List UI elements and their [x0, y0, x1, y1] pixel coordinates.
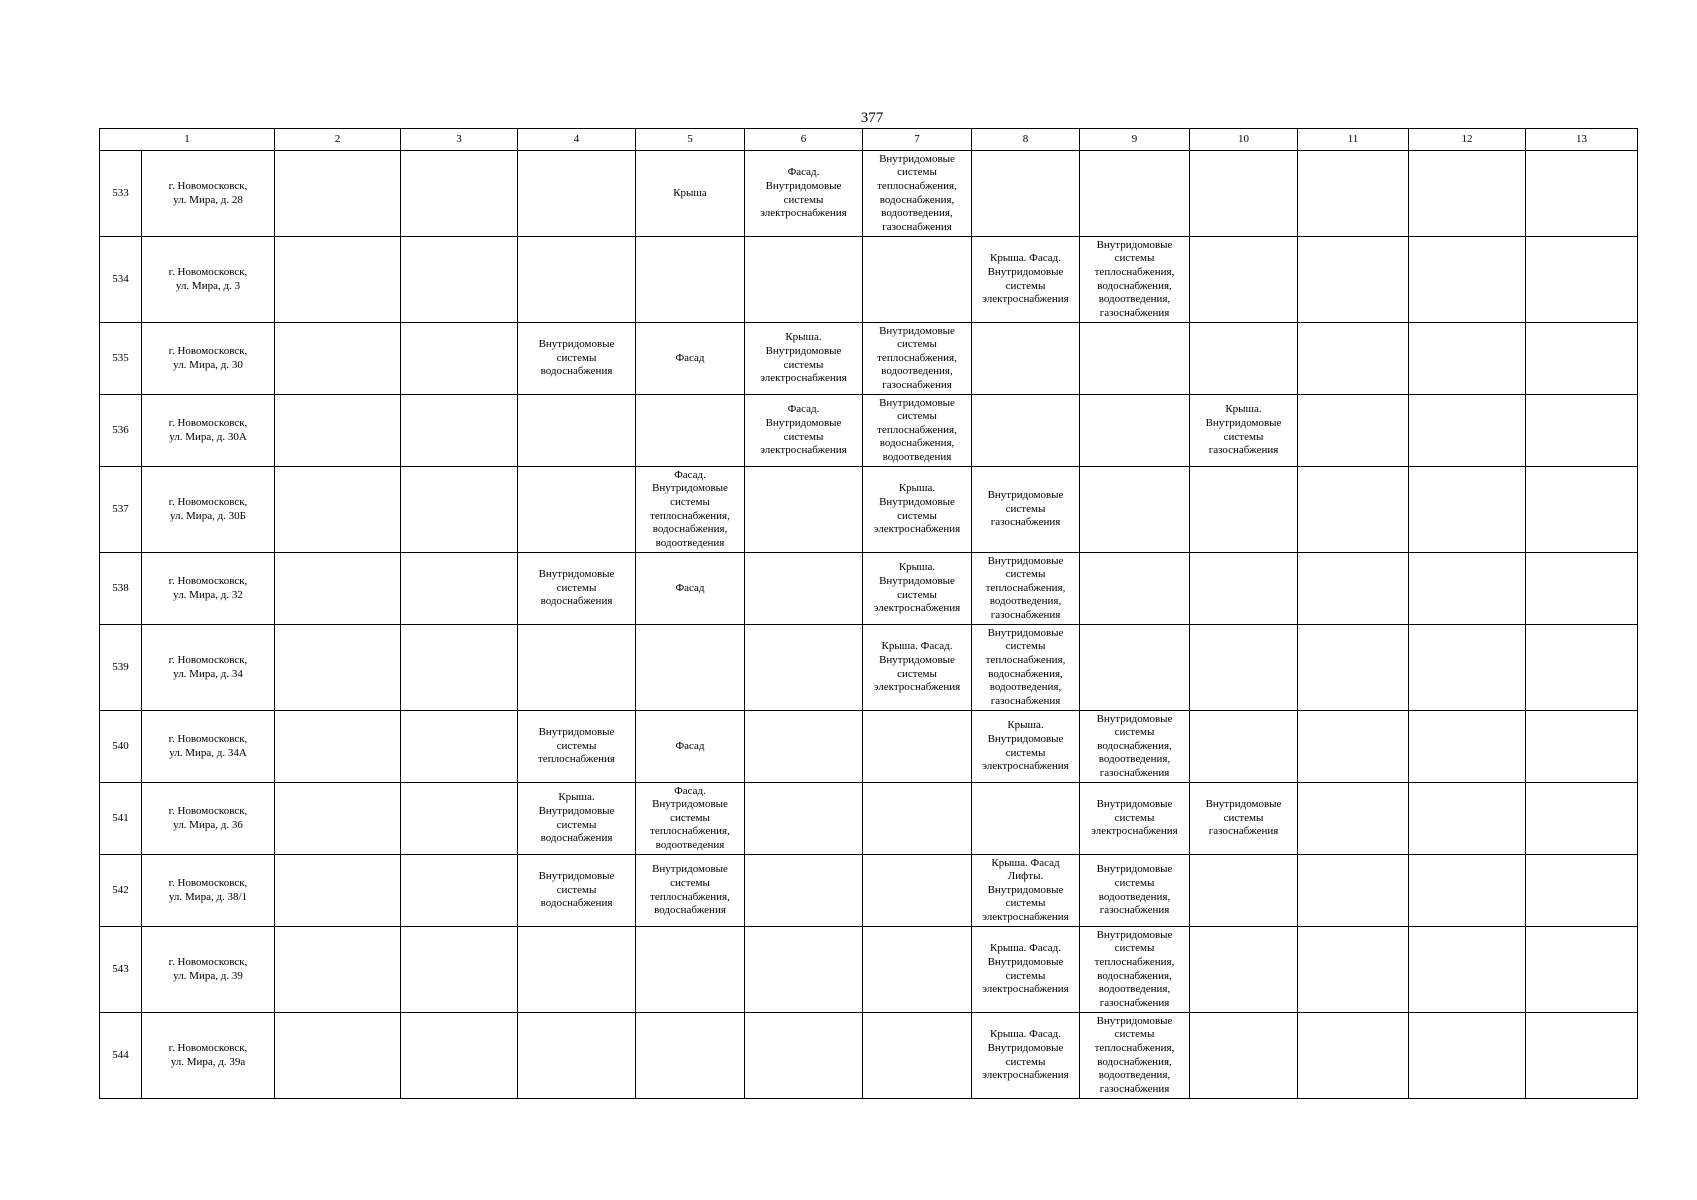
- column-header-6: 6: [745, 129, 863, 151]
- column-header-9: 9: [1080, 129, 1190, 151]
- address-cell: г. Новомосковск, ул. Мира, д. 28: [142, 151, 275, 237]
- work-type-cell-10: [1190, 237, 1298, 323]
- work-type-cell-10: Внутридомовые системы газоснабжения: [1190, 783, 1298, 855]
- column-header-5: 5: [636, 129, 745, 151]
- work-type-cell-4: [518, 395, 636, 467]
- address-cell: г. Новомосковск, ул. Мира, д. 32: [142, 553, 275, 625]
- work-type-cell-12: [1409, 237, 1526, 323]
- row-number-cell: 542: [100, 855, 142, 927]
- work-type-cell-2: [275, 467, 401, 553]
- work-type-cell-6: Фасад. Внутридомовые системы электроснабжения: [745, 395, 863, 467]
- table-row: [100, 151, 1638, 237]
- work-type-cell-11: [1298, 711, 1409, 783]
- work-type-cell-3: [401, 151, 518, 237]
- work-type-cell-9: Внутридомовые системы теплоснабжения, водоснабжения, водоотведения, газоснабжения: [1080, 237, 1190, 323]
- work-type-cell-4: [518, 625, 636, 711]
- work-type-cell-6: Фасад. Внутридомовые системы электроснабжения: [745, 151, 863, 237]
- work-type-cell-6: [745, 553, 863, 625]
- work-type-cell-12: [1409, 625, 1526, 711]
- work-type-cell-4: Внутридомовые системы теплоснабжения: [518, 711, 636, 783]
- work-type-cell-7: [863, 237, 972, 323]
- work-type-cell-7: Крыша. Фасад. Внутридомовые системы электроснабжения: [863, 625, 972, 711]
- column-header-11: 11: [1298, 129, 1409, 151]
- work-type-cell-5: Фасад. Внутридомовые системы теплоснабжения, водоснабжения, водоотведения: [636, 467, 745, 553]
- work-type-cell-11: [1298, 467, 1409, 553]
- address-cell: г. Новомосковск, ул. Мира, д. 30А: [142, 395, 275, 467]
- work-type-cell-8: [972, 323, 1080, 395]
- work-type-cell-4: [518, 467, 636, 553]
- work-type-cell-12: [1409, 711, 1526, 783]
- work-type-cell-6: [745, 237, 863, 323]
- work-type-cell-13: [1526, 927, 1638, 1013]
- work-type-cell-13: [1526, 151, 1638, 237]
- table-row: [100, 553, 1638, 625]
- work-type-cell-11: [1298, 927, 1409, 1013]
- work-type-cell-2: [275, 783, 401, 855]
- work-type-cell-9: [1080, 553, 1190, 625]
- table-row: [100, 783, 1638, 855]
- work-type-cell-11: [1298, 1013, 1409, 1099]
- work-type-cell-11: [1298, 855, 1409, 927]
- work-type-cell-7: [863, 855, 972, 927]
- work-type-cell-6: Крыша. Внутридомовые системы электроснабжения: [745, 323, 863, 395]
- work-type-cell-11: [1298, 237, 1409, 323]
- row-number-cell: 533: [100, 151, 142, 237]
- column-header-7: 7: [863, 129, 972, 151]
- work-type-cell-6: [745, 625, 863, 711]
- work-type-cell-6: [745, 711, 863, 783]
- work-type-cell-13: [1526, 323, 1638, 395]
- work-type-cell-12: [1409, 151, 1526, 237]
- page-number: 377: [860, 110, 884, 126]
- work-type-cell-2: [275, 395, 401, 467]
- row-number-cell: 539: [100, 625, 142, 711]
- work-type-cell-9: [1080, 323, 1190, 395]
- repair-schedule-table: [99, 128, 1638, 1099]
- work-type-cell-3: [401, 467, 518, 553]
- work-type-cell-5: [636, 927, 745, 1013]
- work-type-cell-9: [1080, 151, 1190, 237]
- work-type-cell-12: [1409, 855, 1526, 927]
- work-type-cell-6: [745, 783, 863, 855]
- work-type-cell-5: Крыша: [636, 151, 745, 237]
- work-type-cell-8: [972, 783, 1080, 855]
- work-type-cell-5: Фасад: [636, 553, 745, 625]
- work-type-cell-2: [275, 1013, 401, 1099]
- work-type-cell-13: [1526, 711, 1638, 783]
- address-cell: г. Новомосковск, ул. Мира, д. 3: [142, 237, 275, 323]
- work-type-cell-8: Крыша. Фасад Лифты. Внутридомовые системы электроснабжения: [972, 855, 1080, 927]
- work-type-cell-10: [1190, 927, 1298, 1013]
- address-cell: г. Новомосковск, ул. Мира, д. 30: [142, 323, 275, 395]
- work-type-cell-4: Крыша. Внутридомовые системы водоснабжения: [518, 783, 636, 855]
- column-header-8: 8: [972, 129, 1080, 151]
- work-type-cell-7: Внутридомовые системы теплоснабжения, водоснабжения, водоотведения: [863, 395, 972, 467]
- work-type-cell-5: Внутридомовые системы теплоснабжения, водоснабжения: [636, 855, 745, 927]
- work-type-cell-11: [1298, 553, 1409, 625]
- work-type-cell-9: Внутридомовые системы водоснабжения, водоотведения, газоснабжения: [1080, 711, 1190, 783]
- work-type-cell-2: [275, 237, 401, 323]
- work-type-cell-10: [1190, 323, 1298, 395]
- table-row: [100, 1013, 1638, 1099]
- work-type-cell-8: Крыша. Фасад. Внутридомовые системы электроснабжения: [972, 1013, 1080, 1099]
- work-type-cell-13: [1526, 553, 1638, 625]
- work-type-cell-13: [1526, 625, 1638, 711]
- work-type-cell-7: Внутридомовые системы теплоснабжения, водоснабжения, водоотведения, газоснабжения: [863, 151, 972, 237]
- work-type-cell-7: [863, 783, 972, 855]
- work-type-cell-10: [1190, 711, 1298, 783]
- row-number-cell: 536: [100, 395, 142, 467]
- row-number-cell: 535: [100, 323, 142, 395]
- work-type-cell-9: [1080, 625, 1190, 711]
- row-number-cell: 543: [100, 927, 142, 1013]
- work-type-cell-8: Внутридомовые системы теплоснабжения, водоотведения, газоснабжения: [972, 553, 1080, 625]
- work-type-cell-10: [1190, 855, 1298, 927]
- table-row: [100, 237, 1638, 323]
- work-type-cell-3: [401, 625, 518, 711]
- work-type-cell-7: Крыша. Внутридомовые системы электроснабжения: [863, 553, 972, 625]
- work-type-cell-8: Крыша. Фасад. Внутридомовые системы электроснабжения: [972, 237, 1080, 323]
- work-type-cell-10: [1190, 1013, 1298, 1099]
- work-type-cell-11: [1298, 395, 1409, 467]
- column-header-3: 3: [401, 129, 518, 151]
- work-type-cell-12: [1409, 323, 1526, 395]
- column-header-4: 4: [518, 129, 636, 151]
- address-cell: г. Новомосковск, ул. Мира, д. 39: [142, 927, 275, 1013]
- work-type-cell-3: [401, 237, 518, 323]
- work-type-cell-11: [1298, 783, 1409, 855]
- row-number-cell: 541: [100, 783, 142, 855]
- table-row: [100, 927, 1638, 1013]
- work-type-cell-10: [1190, 467, 1298, 553]
- work-type-cell-7: [863, 711, 972, 783]
- work-type-cell-3: [401, 855, 518, 927]
- work-type-cell-8: Внутридомовые системы газоснабжения: [972, 467, 1080, 553]
- address-cell: г. Новомосковск, ул. Мира, д. 39а: [142, 1013, 275, 1099]
- work-type-cell-2: [275, 927, 401, 1013]
- work-type-cell-6: [745, 927, 863, 1013]
- work-type-cell-6: [745, 1013, 863, 1099]
- work-type-cell-6: [745, 855, 863, 927]
- work-type-cell-10: [1190, 553, 1298, 625]
- table-body: [100, 151, 1638, 1099]
- address-cell: г. Новомосковск, ул. Мира, д. 34А: [142, 711, 275, 783]
- table-header: [100, 129, 1638, 151]
- work-type-cell-2: [275, 151, 401, 237]
- address-cell: г. Новомосковск, ул. Мира, д. 30Б: [142, 467, 275, 553]
- work-type-cell-9: [1080, 395, 1190, 467]
- work-type-cell-2: [275, 323, 401, 395]
- work-type-cell-3: [401, 783, 518, 855]
- row-number-cell: 538: [100, 553, 142, 625]
- work-type-cell-12: [1409, 467, 1526, 553]
- work-type-cell-13: [1526, 467, 1638, 553]
- table-row: [100, 323, 1638, 395]
- work-type-cell-5: [636, 1013, 745, 1099]
- work-type-cell-7: [863, 927, 972, 1013]
- address-cell: г. Новомосковск, ул. Мира, д. 38/1: [142, 855, 275, 927]
- work-type-cell-13: [1526, 237, 1638, 323]
- work-type-cell-5: Фасад. Внутридомовые системы теплоснабжения, водоотведения: [636, 783, 745, 855]
- work-type-cell-12: [1409, 553, 1526, 625]
- work-type-cell-13: [1526, 395, 1638, 467]
- work-type-cell-3: [401, 711, 518, 783]
- work-type-cell-7: Крыша. Внутридомовые системы электроснабжения: [863, 467, 972, 553]
- work-type-cell-4: [518, 151, 636, 237]
- work-type-cell-7: Внутридомовые системы теплоснабжения, водоотведения, газоснабжения: [863, 323, 972, 395]
- column-header-2: 2: [275, 129, 401, 151]
- row-number-cell: 537: [100, 467, 142, 553]
- table-row: [100, 711, 1638, 783]
- work-type-cell-13: [1526, 1013, 1638, 1099]
- work-type-cell-11: [1298, 323, 1409, 395]
- work-type-cell-4: [518, 927, 636, 1013]
- work-type-cell-11: [1298, 151, 1409, 237]
- work-type-cell-8: [972, 151, 1080, 237]
- address-cell: г. Новомосковск, ул. Мира, д. 34: [142, 625, 275, 711]
- work-type-cell-13: [1526, 783, 1638, 855]
- column-header-1: 1: [100, 129, 275, 151]
- work-type-cell-8: [972, 395, 1080, 467]
- work-type-cell-3: [401, 395, 518, 467]
- column-header-13: 13: [1526, 129, 1638, 151]
- row-number-cell: 540: [100, 711, 142, 783]
- work-type-cell-8: Крыша. Фасад. Внутридомовые системы электроснабжения: [972, 927, 1080, 1013]
- work-type-cell-9: Внутридомовые системы теплоснабжения, водоснабжения, водоотведения, газоснабжения: [1080, 927, 1190, 1013]
- work-type-cell-7: [863, 1013, 972, 1099]
- work-type-cell-2: [275, 625, 401, 711]
- address-cell: г. Новомосковск, ул. Мира, д. 36: [142, 783, 275, 855]
- table-row: [100, 625, 1638, 711]
- work-type-cell-9: Внутридомовые системы водоотведения, газоснабжения: [1080, 855, 1190, 927]
- work-type-cell-9: [1080, 467, 1190, 553]
- work-type-cell-8: Внутридомовые системы теплоснабжения, водоснабжения, водоотведения, газоснабжения: [972, 625, 1080, 711]
- work-type-cell-4: Внутридомовые системы водоснабжения: [518, 553, 636, 625]
- work-type-cell-12: [1409, 783, 1526, 855]
- work-type-cell-2: [275, 553, 401, 625]
- work-type-cell-10: Крыша. Внутридомовые системы газоснабжения: [1190, 395, 1298, 467]
- table-row: [100, 467, 1638, 553]
- work-type-cell-9: Внутридомовые системы электроснабжения: [1080, 783, 1190, 855]
- work-type-cell-5: [636, 625, 745, 711]
- row-number-cell: 534: [100, 237, 142, 323]
- row-number-cell: 544: [100, 1013, 142, 1099]
- work-type-cell-12: [1409, 395, 1526, 467]
- work-type-cell-5: Фасад: [636, 711, 745, 783]
- work-type-cell-5: Фасад: [636, 323, 745, 395]
- work-type-cell-4: [518, 237, 636, 323]
- work-type-cell-3: [401, 553, 518, 625]
- work-type-cell-4: Внутридомовые системы водоснабжения: [518, 323, 636, 395]
- table-row: [100, 855, 1638, 927]
- work-type-cell-2: [275, 855, 401, 927]
- work-type-cell-9: Внутридомовые системы теплоснабжения, водоснабжения, водоотведения, газоснабжения: [1080, 1013, 1190, 1099]
- work-type-cell-6: [745, 467, 863, 553]
- work-type-cell-5: [636, 237, 745, 323]
- work-type-cell-3: [401, 1013, 518, 1099]
- work-type-cell-12: [1409, 927, 1526, 1013]
- work-type-cell-5: [636, 395, 745, 467]
- work-type-cell-13: [1526, 855, 1638, 927]
- work-type-cell-4: Внутридомовые системы водоснабжения: [518, 855, 636, 927]
- work-type-cell-10: [1190, 151, 1298, 237]
- work-type-cell-4: [518, 1013, 636, 1099]
- column-header-10: 10: [1190, 129, 1298, 151]
- column-number-row: [100, 129, 1638, 151]
- work-type-cell-8: Крыша. Внутридомовые системы электроснабжения: [972, 711, 1080, 783]
- column-header-12: 12: [1409, 129, 1526, 151]
- work-type-cell-3: [401, 323, 518, 395]
- work-type-cell-2: [275, 711, 401, 783]
- work-type-cell-11: [1298, 625, 1409, 711]
- work-type-cell-10: [1190, 625, 1298, 711]
- work-type-cell-3: [401, 927, 518, 1013]
- work-type-cell-12: [1409, 1013, 1526, 1099]
- table-row: [100, 395, 1638, 467]
